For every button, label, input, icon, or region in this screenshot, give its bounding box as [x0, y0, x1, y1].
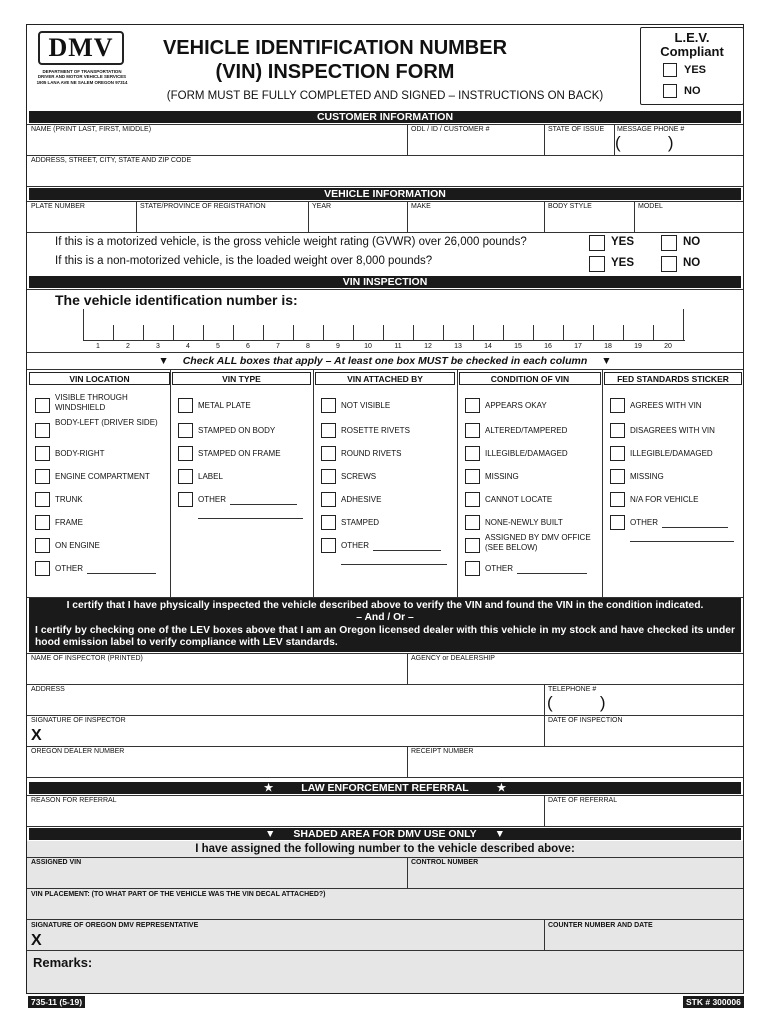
- remarks-label: Remarks:: [33, 955, 93, 970]
- vin-location-option-label: OTHER: [55, 564, 83, 573]
- vin-location-option-label: FRAME: [55, 518, 83, 527]
- inspector-signature-field[interactable]: [47, 725, 537, 745]
- vin-position-number: 3: [156, 343, 160, 350]
- dept-line-3: 1905 LANA AVE NE SALEM OREGON 97314: [36, 79, 128, 85]
- condition-of-vin-checkbox[interactable]: [465, 398, 480, 413]
- vin-position-number: 16: [544, 343, 552, 350]
- body-style-label: BODY STYLE: [548, 203, 592, 210]
- check-note-arrow-right: ▼: [601, 355, 612, 367]
- vin-location-option: [55, 495, 166, 505]
- vin-tick: [473, 325, 474, 340]
- vin-type-checkbox[interactable]: [178, 398, 193, 413]
- check-note-text: Check ALL boxes that apply – At least one box MUST be checked in each column: [182, 355, 588, 367]
- message-phone-paren: ( ): [615, 133, 674, 152]
- vin-position-number: 18: [604, 343, 612, 350]
- vin-attached-by-option-label: STAMPED: [341, 518, 380, 527]
- control-number-label: CONTROL NUMBER: [411, 859, 479, 866]
- model-label: MODEL: [638, 203, 663, 210]
- law-referral-title: LAW ENFORCEMENT REFERRAL: [301, 782, 469, 794]
- vin-position-number: 14: [484, 343, 492, 350]
- weight-yes-label: YES: [611, 257, 635, 269]
- fed-standards-sticker-checkbox[interactable]: [610, 446, 625, 461]
- weight-yes-checkbox[interactable]: [589, 256, 605, 272]
- inspector-address-label: ADDRESS: [31, 686, 65, 693]
- fed-standards-sticker-option: [630, 426, 738, 436]
- vin-location-option: [55, 541, 166, 551]
- customer-address-label: ADDRESS, STREET, CITY, STATE AND ZIP CODE: [31, 157, 192, 164]
- vin-attached-by-option: [341, 426, 451, 436]
- vin-tick: [623, 325, 624, 340]
- inspection-date-label: DATE OF INSPECTION: [548, 717, 623, 724]
- customer-name-label: NAME (PRINT LAST, FIRST, MIDDLE): [31, 126, 152, 133]
- customer-info-header: CUSTOMER INFORMATION: [29, 111, 741, 123]
- vin-type-option: [198, 472, 307, 482]
- gvwr-question: If this is a motorized vehicle, is the gross vehicle weight rating (GVWR) over 26,000 pounds?: [55, 236, 527, 248]
- vin-type-option: [198, 449, 307, 459]
- vin-position-number: 20: [664, 343, 672, 350]
- inspector-phone-paren: ( ): [547, 693, 606, 712]
- vin-attached-by-option: [341, 449, 451, 459]
- vin-location-option-label: TRUNK: [55, 495, 83, 504]
- plate-number-label: PLATE NUMBER: [31, 203, 85, 210]
- condition-of-vin-option-label: OTHER: [485, 564, 513, 573]
- condition-of-vin-checkbox[interactable]: [465, 469, 480, 484]
- other-blank-line[interactable]: [87, 564, 156, 574]
- vin-position-number: 11: [394, 343, 402, 350]
- condition-of-vin-option-label: MISSING: [485, 472, 519, 481]
- fed-standards-sticker-option-label: OTHER: [630, 518, 658, 527]
- dealer-number-label: OREGON DEALER NUMBER: [31, 748, 125, 755]
- other-blank-line[interactable]: [517, 564, 587, 574]
- fed-standards-sticker-checkbox[interactable]: [610, 398, 625, 413]
- vin-type-option: [198, 401, 307, 411]
- counter-number-label: COUNTER NUMBER AND DATE: [548, 922, 653, 929]
- dept-line-2: DRIVER AND MOTOR VEHICLE SERVICES: [37, 74, 127, 80]
- check-note-arrow-left: ▼: [158, 355, 169, 367]
- fed-standards-sticker-checkbox[interactable]: [610, 515, 625, 530]
- condition-of-vin-option-label: CANNOT LOCATE: [485, 495, 553, 504]
- fed-standards-sticker-checkbox[interactable]: [610, 492, 625, 507]
- form-number: 735-11 (5-19): [28, 996, 85, 1008]
- dmv-rep-signature-label: SIGNATURE OF OREGON DMV REPRESENTATIVE: [31, 922, 199, 929]
- vin-tick: [233, 325, 234, 340]
- vin-type-option-label: LABEL: [198, 472, 223, 481]
- form-page: [26, 24, 744, 994]
- stock-number: STK # 300006: [683, 996, 744, 1008]
- lev-yes-label: YES: [684, 64, 707, 76]
- vin-attached-by-option: [341, 541, 451, 551]
- vin-entry-field[interactable]: [83, 309, 689, 350]
- check-note: [27, 355, 743, 367]
- vin-attached-by-checkbox[interactable]: [321, 538, 336, 553]
- fed-standards-sticker-option: [630, 401, 738, 411]
- fed-standards-sticker-option-label: N/A FOR VEHICLE: [630, 495, 699, 504]
- vin-attached-by-option: [341, 472, 451, 482]
- fed-standards-sticker-option-label: AGREES WITH VIN: [630, 401, 702, 410]
- other-blank-line[interactable]: [230, 495, 297, 505]
- make-label: MAKE: [411, 203, 431, 210]
- star-icon: ★: [496, 782, 507, 794]
- certify-and-or: – And / Or –: [356, 612, 414, 624]
- other-extra-line[interactable]: [630, 541, 734, 542]
- vin-tick: [533, 325, 534, 340]
- condition-of-vin-option: [485, 426, 597, 436]
- weight-no-checkbox[interactable]: [661, 256, 677, 272]
- condition-of-vin-option-label: ILLEGIBLE/DAMAGED: [485, 449, 568, 458]
- vin-location-option-label: ON ENGINE: [55, 541, 100, 550]
- vin-attached-by-checkbox[interactable]: [321, 469, 336, 484]
- referral-reason-label: REASON FOR REFERRAL: [31, 797, 117, 804]
- fed-standards-sticker-checkbox[interactable]: [610, 469, 625, 484]
- vin-attached-by-option: [341, 495, 451, 505]
- vin-attached-by-option-label: NOT VISIBLE: [341, 401, 391, 410]
- vin-position-number: 4: [186, 343, 190, 350]
- vin-tick: [353, 325, 354, 340]
- vin-position-number: 9: [336, 343, 340, 350]
- vin-location-checkbox[interactable]: [35, 561, 50, 576]
- vin-position-number: 10: [364, 343, 372, 350]
- vin-placement-label: VIN PLACEMENT: (TO WHAT PART OF THE VEHICLE WAS THE VIN DECAL ATTACHED?): [31, 891, 326, 898]
- vin-location-option-label: BODY-LEFT (DRIVER SIDE): [55, 418, 158, 427]
- vin-type-option-label: OTHER: [198, 495, 226, 504]
- fed-standards-sticker-option-label: ILLEGIBLE/DAMAGED: [630, 449, 713, 458]
- state-registration-label: STATE/PROVINCE OF REGISTRATION: [140, 203, 266, 210]
- condition-of-vin-option: [485, 401, 597, 411]
- vin-attached-by-checkbox[interactable]: [321, 515, 336, 530]
- dmv-assigned-text: I have assigned the following number to the vehicle described above:: [195, 843, 575, 855]
- condition-of-vin-option: [485, 533, 597, 553]
- vin-type-checkbox[interactable]: [178, 423, 193, 438]
- remarks-field[interactable]: [107, 955, 737, 989]
- condition-of-vin-option-label: APPEARS OKAY: [485, 401, 547, 410]
- condition-of-vin-option: [485, 495, 597, 505]
- lev-title-1: L.E.V.: [674, 30, 710, 45]
- title-line-1: VEHICLE IDENTIFICATION NUMBER: [162, 37, 508, 59]
- vin-location-option-label: BODY-RIGHT: [55, 449, 105, 458]
- vin-position-number: 5: [216, 343, 220, 350]
- other-blank-line[interactable]: [373, 541, 441, 551]
- vin-inspection-header: VIN INSPECTION: [29, 276, 741, 288]
- vin-position-number: 8: [306, 343, 310, 350]
- certification-block: [29, 598, 741, 652]
- vin-type-option: [198, 495, 307, 505]
- condition-of-vin-checkbox[interactable]: [465, 423, 480, 438]
- agency-label-text: AGENCY or DEALERSHIP: [411, 655, 495, 662]
- vin-attached-by-option-label: ROUND RIVETS: [341, 449, 402, 458]
- fed-standards-sticker-option-label: MISSING: [630, 472, 664, 481]
- vin-tick: [173, 325, 174, 340]
- vin-location-option: [55, 518, 166, 528]
- title-line-2: (VIN) INSPECTION FORM: [215, 61, 455, 83]
- condition-of-vin-checkbox[interactable]: [465, 515, 480, 530]
- fed-standards-sticker-option-label: DISAGREES WITH VIN: [630, 426, 715, 435]
- vin-location-option: [55, 472, 166, 482]
- other-extra-line[interactable]: [198, 518, 303, 519]
- vin-type-option-label: STAMPED ON BODY: [198, 426, 276, 435]
- state-of-issue-label: STATE OF ISSUE: [548, 126, 605, 133]
- vin-position-number: 15: [514, 343, 522, 350]
- vin-tick: [83, 309, 84, 340]
- vin-tick: [443, 325, 444, 340]
- fed-standards-sticker-option: [630, 495, 738, 505]
- condition-of-vin-option-label: ALTERED/TAMPERED: [485, 426, 568, 435]
- fed-standards-sticker-option: [630, 518, 738, 528]
- customer-address-input[interactable]: [27, 165, 743, 185]
- vin-attached-by-checkbox[interactable]: [321, 398, 336, 413]
- gvwr-no-checkbox[interactable]: [661, 235, 677, 251]
- vin-prompt: The vehicle identification number is:: [55, 292, 298, 308]
- arrow-down-icon: ▼: [494, 828, 505, 840]
- lev-title-2: Compliant: [660, 44, 724, 59]
- gvwr-yes-label: YES: [611, 236, 635, 248]
- vin-location-option: [55, 393, 166, 413]
- vin-tick: [293, 325, 294, 340]
- vin-tick: [593, 325, 594, 340]
- vin-type-checkbox[interactable]: [178, 469, 193, 484]
- vin-tick: [653, 325, 654, 340]
- vin-location-option: [55, 449, 166, 459]
- condition-of-vin-option: [485, 449, 597, 459]
- vin-type-checkbox[interactable]: [178, 492, 193, 507]
- vin-location-header: VIN LOCATION: [29, 372, 170, 385]
- vin-location-checkbox[interactable]: [35, 446, 50, 461]
- gvwr-yes-checkbox[interactable]: [589, 235, 605, 251]
- dmv-logo-text: DMV: [48, 33, 114, 62]
- fed-standards-sticker-header: FED STANDARDS STICKER: [604, 372, 742, 385]
- condition-of-vin-option: [485, 518, 597, 528]
- law-referral-header: [29, 782, 741, 794]
- dept-line-1: DEPARTMENT OF TRANSPORTATION: [42, 69, 122, 74]
- vin-tick: [383, 325, 384, 340]
- condition-of-vin-checkbox[interactable]: [465, 492, 480, 507]
- certify-line-1: I certify that I have physically inspected the vehicle described above to verify the VIN and found the VIN in the condition indicated.: [66, 600, 704, 611]
- vin-position-number: 1: [96, 343, 100, 350]
- vin-position-number: 17: [574, 343, 582, 350]
- vin-tick: [683, 309, 684, 340]
- fed-standards-sticker-option: [630, 449, 738, 459]
- loaded-weight-question: If this is a non-motorized vehicle, is the loaded weight over 8,000 pounds?: [55, 255, 433, 267]
- vin-type-option: [198, 426, 307, 436]
- receipt-number-label: RECEIPT NUMBER: [411, 748, 474, 755]
- vin-attached-by-option-label: SCREWS: [341, 472, 377, 481]
- arrow-down-icon: ▼: [265, 828, 276, 840]
- vin-tick: [413, 325, 414, 340]
- dmv-use-title: SHADED AREA FOR DMV USE ONLY: [293, 828, 477, 840]
- vin-position-number: 12: [424, 343, 432, 350]
- fed-standards-sticker-checkbox[interactable]: [610, 423, 625, 438]
- vin-location-option-label: ENGINE COMPARTMENT: [55, 472, 150, 481]
- odl-label: ODL / ID / CUSTOMER #: [411, 126, 490, 133]
- vin-location-checkbox[interactable]: [35, 398, 50, 413]
- vin-location-checkbox[interactable]: [35, 538, 50, 553]
- vin-position-number: 2: [126, 343, 130, 350]
- condition-of-vin-option: [485, 472, 597, 482]
- vin-attached-by-option-label: ADHESIVE: [341, 495, 382, 504]
- vin-position-number: 19: [634, 343, 642, 350]
- condition-of-vin-checkbox[interactable]: [465, 561, 480, 576]
- inspector-signature-label: SIGNATURE OF INSPECTOR: [31, 717, 126, 724]
- vin-attached-by-option-label: OTHER: [341, 541, 369, 550]
- vin-tick: [263, 325, 264, 340]
- condition-of-vin-option-label: ASSIGNED BY DMV OFFICE (SEE BELOW): [485, 533, 591, 552]
- vehicle-info-header: VEHICLE INFORMATION: [29, 188, 741, 200]
- gvwr-no-label: NO: [683, 236, 701, 248]
- condition-of-vin-option: [485, 564, 597, 574]
- vin-position-number: 6: [246, 343, 250, 350]
- vin-location-checkbox[interactable]: [35, 515, 50, 530]
- vin-attached-by-checkbox[interactable]: [321, 492, 336, 507]
- vin-tick: [203, 325, 204, 340]
- subtitle: (FORM MUST BE FULLY COMPLETED AND SIGNED – INSTRUCTIONS ON BACK): [166, 90, 604, 102]
- other-blank-line[interactable]: [662, 518, 728, 528]
- vin-attached-by-checkbox[interactable]: [321, 446, 336, 461]
- vin-attached-by-option: [341, 401, 451, 411]
- condition-of-vin-option-label: NONE-NEWLY BUILT: [485, 518, 563, 527]
- vin-tick: [143, 325, 144, 340]
- vin-location-option: [55, 564, 166, 574]
- vin-location-option: [55, 418, 166, 428]
- vin-type-checkbox[interactable]: [178, 446, 193, 461]
- lev-no-label: NO: [684, 85, 701, 97]
- inspector-name-label: NAME OF INSPECTOR (PRINTED): [31, 655, 143, 662]
- message-phone-label: MESSAGE PHONE #: [617, 126, 685, 133]
- vin-attached-by-option-label: ROSETTE RIVETS: [341, 426, 410, 435]
- dmv-rep-signature-x: X: [31, 932, 42, 949]
- fed-standards-sticker-option: [630, 472, 738, 482]
- customer-name-input[interactable]: [27, 133, 407, 155]
- weight-no-label: NO: [683, 257, 701, 269]
- condition-of-vin-checkbox[interactable]: [465, 446, 480, 461]
- vin-location-checkbox[interactable]: [35, 423, 50, 438]
- certify-line-3: I certify by checking one of the LEV boxes above that I am an Oregon licensed dealer with this vehicle in my stock and have checked its under hood emission label to verify compliance with LEV standards.: [35, 624, 735, 649]
- vin-tick: [563, 325, 564, 340]
- condition-of-vin-checkbox[interactable]: [465, 538, 480, 553]
- vin-location-option-label: VISIBLE THROUGH WINDSHIELD: [55, 393, 128, 412]
- year-label: YEAR: [312, 203, 332, 210]
- vin-tick: [323, 325, 324, 340]
- vin-tick: [503, 325, 504, 340]
- vin-position-number: 13: [454, 343, 462, 350]
- vin-attached-by-header: VIN ATTACHED BY: [315, 372, 455, 385]
- vin-type-option-label: STAMPED ON FRAME: [198, 449, 281, 458]
- vin-location-checkbox[interactable]: [35, 492, 50, 507]
- vin-attached-by-option: [341, 518, 451, 528]
- vin-type-option-label: METAL PLATE: [198, 401, 251, 410]
- agency-label: [411, 655, 495, 662]
- vin-position-number: 7: [276, 343, 280, 350]
- inspector-phone-label: TELEPHONE #: [548, 686, 597, 693]
- other-extra-line[interactable]: [341, 564, 447, 565]
- vin-attached-by-checkbox[interactable]: [321, 423, 336, 438]
- star-icon: ★: [263, 782, 274, 794]
- vin-tick: [113, 325, 114, 340]
- vin-type-header: VIN TYPE: [172, 372, 311, 385]
- assigned-vin-label: ASSIGNED VIN: [31, 859, 82, 866]
- referral-date-label: DATE OF REFERRAL: [548, 797, 618, 804]
- dmv-use-header: [29, 828, 741, 840]
- condition-of-vin-header: CONDITION OF VIN: [459, 372, 601, 385]
- vin-location-checkbox[interactable]: [35, 469, 50, 484]
- inspector-signature-x: X: [31, 727, 42, 744]
